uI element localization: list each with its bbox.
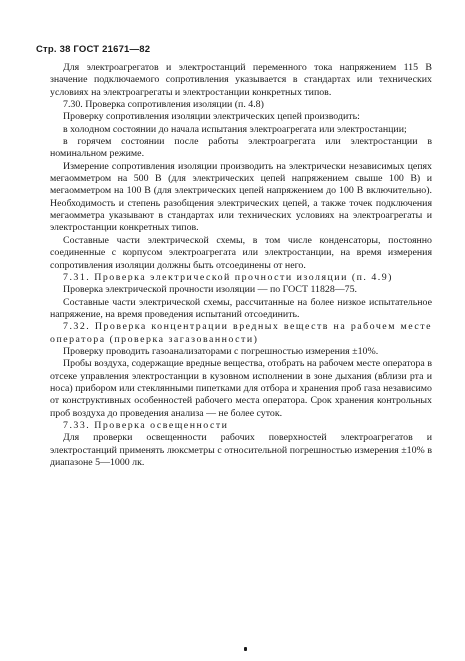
section-heading-7-33: 7.33. Проверка освещенности — [63, 419, 229, 431]
paragraph: Составные части электрической схемы, рассчитанные на более низкое испытательное напряжение, на время проведения испытаний отсоединить. — [50, 296, 432, 320]
paragraph: Проверку сопротивления изоляции электрических цепей производить: — [63, 111, 360, 123]
section-heading-7-30: 7.30. Проверка сопротивления изоляции (п. 4.8) — [63, 99, 264, 111]
paragraph: Проверку проводить газоанализаторами с погрешностью измерения ±10%. — [63, 345, 379, 357]
page-header: Стр. 38 ГОСТ 21671—82 — [36, 44, 151, 55]
paragraph: Для проверки освещенности рабочих поверхностей электроагрегатов и электростанций применять люксметры с относительной погрешностью измерения ±10% в диапазоне 5—1000 лк. — [50, 432, 432, 468]
paragraph: в холодном состоянии до начала испытания электроагрегата или электростанции; — [63, 123, 407, 135]
paragraph: Проверка электрической прочности изоляции — по ГОСТ 11828—75. — [63, 284, 357, 296]
section-heading-7-31: 7.31. Проверка электрической прочности изоляции (п. 4.9) — [63, 271, 393, 283]
paragraph: Пробы воздуха, содержащие вредные вещества, отобрать на рабочем месте оператора в отсеке управления электростанции в кузовном исполнении в зоне дыхания (вблизи рта и носа) прибором или стеклянными пипетками для отбора и хранения проб газа независимо от конструктивных особенностей рабочего места оператора. Срок хранения контрольных проб воздуха до проведения анализа — не более суток. — [50, 358, 432, 419]
document-body — [50, 62, 432, 469]
print-mark — [244, 647, 247, 651]
paragraph: Измерение сопротивления изоляции производить на электрически независимых цепях мегаомметром на 500 В (для электрических цепей напряжением свыше 100 В) и мегаомметром на 100 В (для электрических цепей напряжением до 100 В включительно). Необходимость и степень разобщения электрических цепей, а также точек подключения мегаомметра указывают в стандартах или технических условиях на электроагрегаты и электростанции конкретных типов. — [50, 160, 432, 234]
paragraph: Для электроагрегатов и электростанций переменного тока напряжением 115 В значение подключаемого сопротивления указывается в стандартах или технических условиях на электроагрегаты и электростанции конкретных типов. — [50, 62, 432, 98]
paragraph: в горячем состоянии после работы электроагрегата или электростанции в номинальном режиме. — [50, 136, 432, 160]
section-heading-7-32: 7.32. Проверка концентрации вредных веществ на рабочем месте оператора (проверка загазованности) — [50, 321, 432, 345]
paragraph: Составные части электрической схемы, в том числе конденсаторы, постоянно соединенные с корпусом электроагрегата или электростанции, на время измерения сопротивления изоляции должны быть отсоединены от него. — [50, 234, 432, 271]
